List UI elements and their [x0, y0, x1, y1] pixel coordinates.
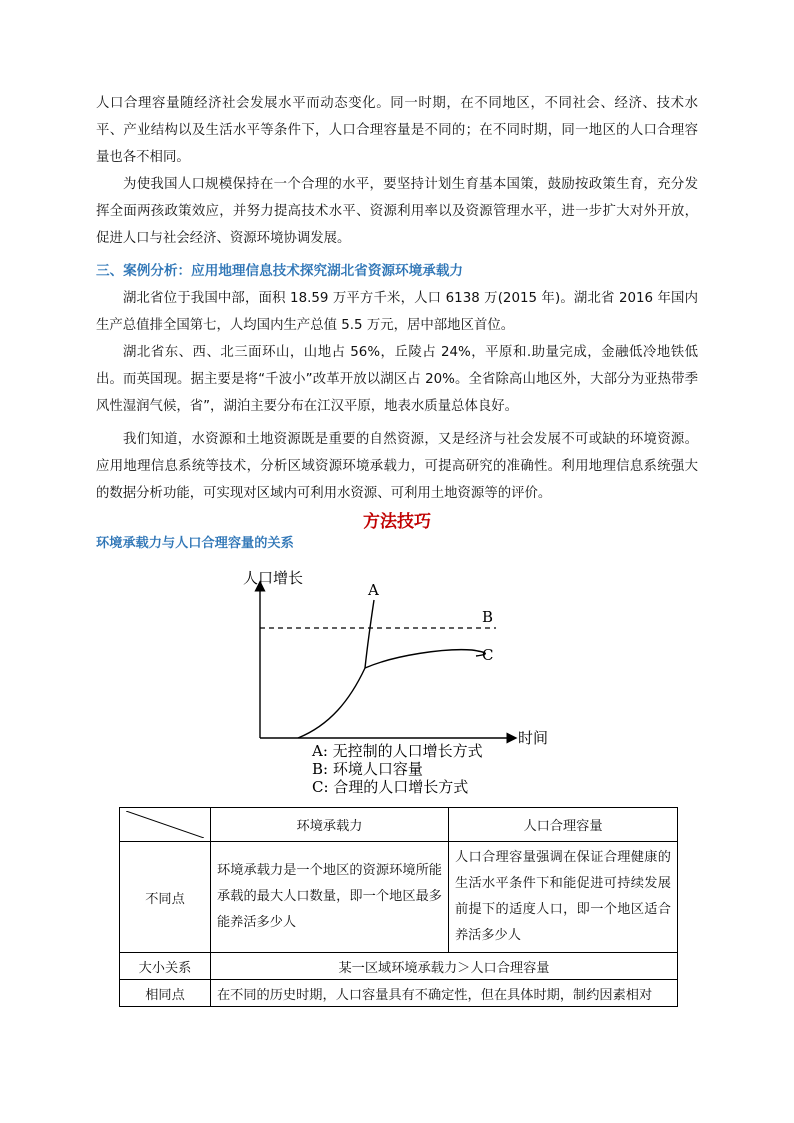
paragraph-hubei-location: 湖北省位于我国中部，面积 18.59 万平方千米，人口 6138 万(2015 年)。湖北省 2016 年国内生产总值排全国第七，人均国内生产总值 5.5 万元，居中部地区首位。	[96, 291, 698, 333]
curve-label-c: C	[482, 646, 494, 664]
table-row	[120, 953, 678, 980]
paragraph-hubei-terrain: 湖北省东、西、北三面环山，山地占 56%，丘陵占 24%，平原和.助量完成，金融低冷地铁低出。而英国现。据主要是将“千波小”改革开放以湖区占 20%。全省除高山地区外，大部分为亚热带季风性湿润气候，省”，湖泊主要分布在江汉平原，地表水质量总体良好。	[96, 345, 698, 414]
diagonal-line	[126, 811, 204, 838]
legend-entry-c: C: 合理的人口增长方式	[312, 778, 469, 796]
comparison-table	[119, 807, 678, 1007]
subheading-relation: 环境承载力与人口合理容量的关系	[96, 536, 294, 551]
column-header-carrying-capacity: 环境承载力	[211, 808, 449, 842]
cell-size-relation: 某一区域环境承载力＞人口合理容量	[211, 953, 678, 980]
series-a-uncontrolled-curve	[365, 600, 374, 668]
table-row	[120, 980, 678, 1007]
row-header-differences: 不同点	[120, 842, 211, 953]
y-axis-label: 人口增长	[243, 569, 304, 587]
table-corner-cell	[120, 808, 211, 842]
paragraph-gis: 我们知道，水资源和土地资源既是重要的自然资源，又是经济与社会发展不可或缺的环境资源。应用地理信息系统等技术，分析区域资源环境承载力，可提高研究的准确性。利用地理信息系统强大的数据分析功能，可实现对区域内可利用水资源、可利用土地资源等的评价。	[96, 432, 698, 501]
cell-rational-capacity-definition: 人口合理容量强调在保证合理健康的生活水平条件下和能促进可持续发展前提下的适度人口，即一个地区适合养活多少人	[449, 842, 678, 953]
cell-similarities: 在不同的历史时期，人口容量具有不确定性，但在具体时期，制约因素相对	[211, 980, 678, 1007]
series-c-rational-curve	[298, 650, 485, 738]
row-header-similarities: 相同点	[120, 980, 211, 1007]
curve-label-a: A	[368, 581, 379, 599]
section-heading-case-study: 三、案例分析：应用地理信息技术探究湖北省资源环境承载力	[96, 263, 464, 279]
column-header-rational-capacity: 人口合理容量	[449, 808, 678, 842]
curve-label-b: B	[482, 608, 494, 626]
paragraph-policy: 为使我国人口规模保持在一个合理的水平，要坚持计划生育基本国策，鼓励按政策生育，充分发挥全面两孩政策效应，并努力提高技术水平、资源利用率以及资源管理水平，进一步扩大对外开放，促进人口与社会经济、资源环境协调发展。	[96, 177, 698, 246]
table-row	[120, 842, 678, 953]
cell-carrying-capacity-definition: 环境承载力是一个地区的资源环境所能承载的最大人口数量，即一个地区最多能养活多少人	[211, 842, 449, 953]
x-axis-label: 时间	[518, 729, 549, 747]
row-header-size-relation: 大小关系	[120, 953, 211, 980]
paragraph-population-capacity: 人口合理容量随经济社会发展水平而动态变化。同一时期，在不同地区，不同社会、经济、技术水平、产业结构以及生活水平等条件下，人口合理容量是不同的；在不同时期，同一地区的人口合理容量也各不相同。	[96, 96, 698, 165]
method-title: 方法技巧	[363, 512, 431, 532]
table-header-row	[120, 808, 678, 842]
legend-entry-a: A: 无控制的人口增长方式	[312, 742, 483, 760]
legend-entry-b: B: 环境人口容量	[312, 760, 423, 778]
